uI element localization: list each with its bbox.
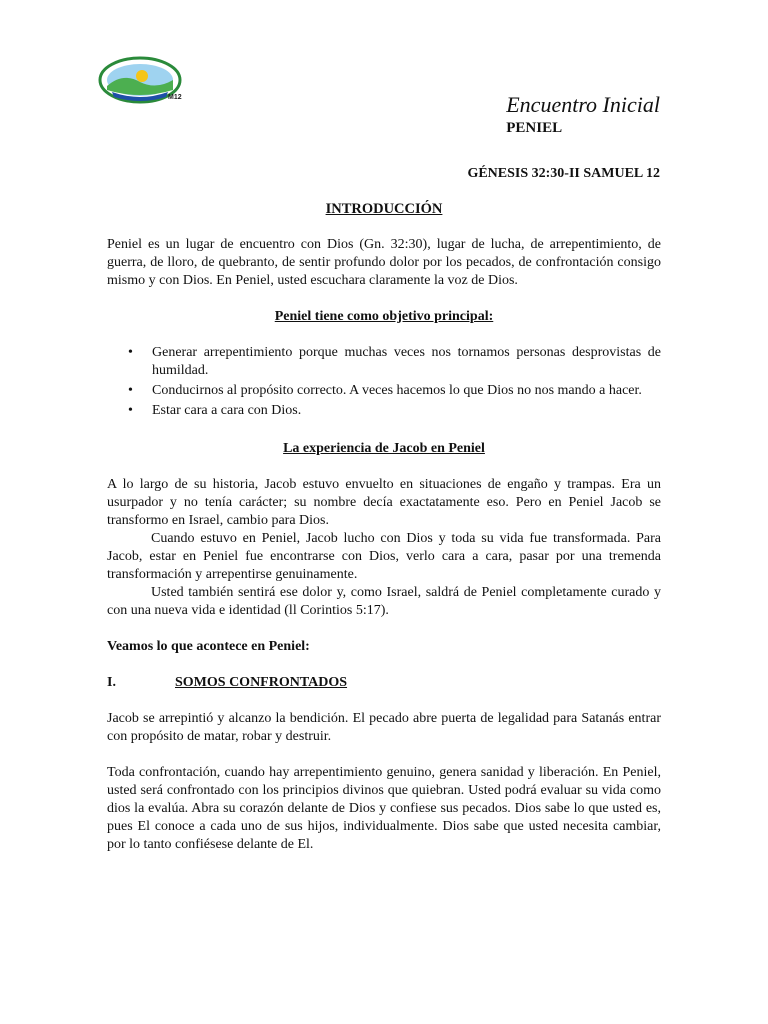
objectives-heading: Peniel tiene como objetivo principal:	[274, 309, 494, 324]
veamos-heading: Veamos lo que acontece en Peniel:	[107, 639, 310, 654]
list-item-text: Generar arrepentimiento porque muchas veces nos tornamos personas desprovistas de humildad.	[152, 345, 661, 378]
list-item	[107, 402, 661, 420]
document-title: Encuentro Inicial	[506, 92, 660, 117]
section-heading	[107, 674, 661, 692]
section-paragraph-2: Toda confrontación, cuando hay arrepentimiento genuino, genera sanidad y liberación. En Peniel, usted será confrontado con los principios divinos que quiebran. Usted podrá evaluar su vida como dios la evalúa. Abra su corazón delante de Dios y confiese sus pecados. Dios sabe lo que usted es, pues El conoce a cada uno de sus hijos, individualmente. Dios sabe que usted necesita cambiar, por lo tanto confiésese delante de El.	[107, 765, 661, 852]
scripture-reference: GÉNESIS 32:30-II SAMUEL 12	[467, 166, 660, 181]
document-body	[107, 200, 661, 854]
list-item	[107, 344, 661, 380]
jacob-paragraph-2: Cuando estuvo en Peniel, Jacob lucho con Dios y toda su vida fue transformada. Para Jacob, estar en Peniel fue encontrarse con Dios, verlo cara a cara, pasar por una tremenda transformación y arrepentirse genuinamente.	[107, 531, 661, 582]
logo-label: M12	[168, 94, 182, 101]
document-subtitle: PENIEL	[506, 120, 563, 136]
list-item-text: Estar cara a cara con Dios.	[152, 403, 302, 418]
bullet-icon: •	[128, 345, 133, 360]
introduction-paragraph: Peniel es un lugar de encuentro con Dios (Gn. 32:30), lugar de lucha, de arrepentimiento, de guerra, de lloro, de quebranto, de sentir profundo dolor por los pecados, de confrontación consigo mismo y con Dios. En Peniel, usted escuchara claramente la voz de Dios.	[107, 237, 661, 288]
section-number: I.	[107, 675, 116, 690]
jacob-heading: La experiencia de Jacob en Peniel	[283, 441, 485, 456]
list-item	[107, 382, 661, 400]
objectives-list	[107, 344, 661, 420]
bullet-icon: •	[128, 383, 133, 398]
section-paragraph-1: Jacob se arrepintió y alcanzo la bendición. El pecado abre puerta de legalidad para Satanás entrar con propósito de matar, robar y destruir.	[107, 711, 661, 744]
jacob-paragraph-3: Usted también sentirá ese dolor y, como Israel, saldrá de Peniel completamente curado y con una nueva vida e identidad (ll Corintios 5:17).	[107, 585, 661, 618]
bullet-icon: •	[128, 403, 133, 418]
jacob-paragraph-1: A lo largo de su historia, Jacob estuvo envuelto en situaciones de engaño y trampas. Era un usurpador y no tenía carácter; su nombre decía exactatamente eso. Pero en Peniel Jacob se transformo en Israel, cambio para Dios.	[107, 477, 661, 528]
list-item-text: Conducirnos al propósito correcto. A veces hacemos lo que Dios no nos mando a hacer.	[152, 383, 642, 398]
introduction-heading: INTRODUCCIÓN	[325, 201, 443, 217]
document-header	[506, 92, 660, 138]
section-title: SOMOS CONFRONTADOS	[175, 675, 348, 690]
